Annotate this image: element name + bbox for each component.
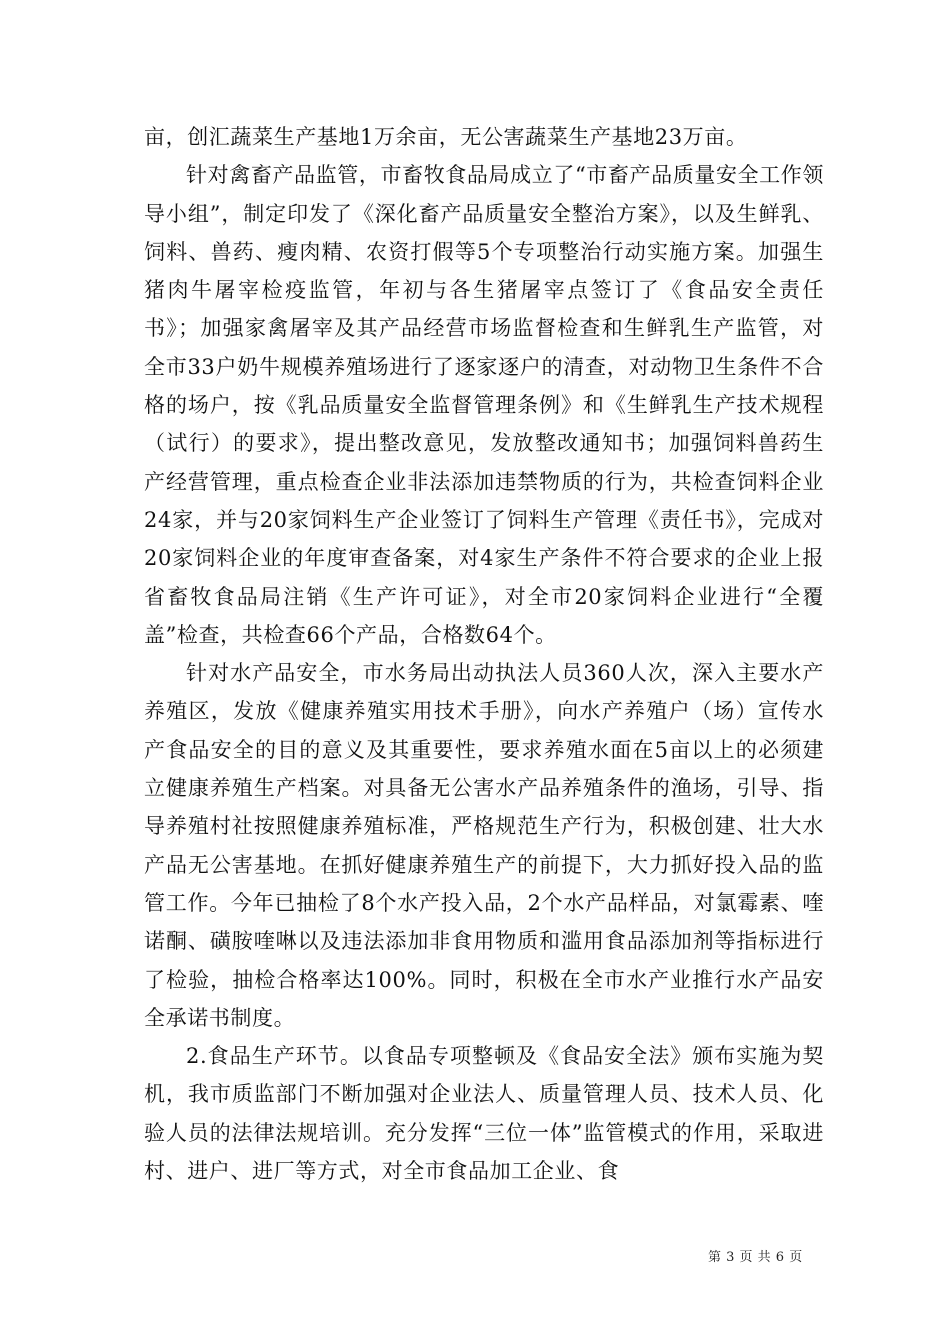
paragraph-aquatic-safety: 针对水产品安全，市水务局出动执法人员360人次，深入主要水产养殖区，发放《健康养殖实用技术手册》，向水产养殖户（场）宣传水产食品安全的目的意义及其重要性，要求养殖水面在5亩以上的必须建立健康养殖生产档案。对具备无公害水产品养殖条件的渔场，引导、指导养殖村社按照健康养殖标准，严格规范生产行为，积极创建、壮大水产品无公害基地。在抓好健康养殖生产的前提下，大力抓好投入品的监管工作。今年已抽检了8个水产投入品，2个水产品样品，对氯霉素、喹诺酮、磺胺喹啉以及违法添加非食用物质和滥用食品添加剂等指标进行了检验，抽检合格率达100%。同时，积极在全市水产业推行水产品安全承诺书制度。 xyxy=(144,661,824,1030)
paragraph-livestock-supervision: 针对禽畜产品监管，市畜牧食品局成立了“市畜产品质量安全工作领导小组”，制定印发了《深化畜产品质量安全整治方案》，以及生鲜乳、饲料、兽药、瘦肉精、农资打假等5个专项整治行动实施方案。加强生猪肉牛屠宰检疫监管，年初与各生猪屠宰点签订了《食品安全责任书》；加强家禽屠宰及其产品经营市场监督检查和生鲜乳生产监管，对全市33户奶牛规模养殖场进行了逐家逐户的清查，对动物卫生条件不合格的场户，按《乳品质量安全监督管理条例》和《生鲜乳生产技术规程（试行）的要求》，提出整改意见，发放整改通知书；加强饲料兽药生产经营管理，重点检查企业非法添加违禁物质的行为，共检查饲料企业24家，并与20家饲料生产企业签订了饲料生产管理《责任书》，完成对20家饲料企业的年度审查备案，对4家生产条件不符合要求的企业上报省畜牧食品局注销《生产许可证》，对全市20家饲料企业进行“全覆盖”检查，共检查66个产品，合格数64个。 xyxy=(144,163,824,647)
document-body xyxy=(144,118,824,1190)
page-number: 第 3 页 共 6 页 xyxy=(708,1250,803,1265)
paragraph-continuation: 亩，创汇蔬菜生产基地1万余亩，无公害蔬菜生产基地23万亩。 xyxy=(144,125,748,149)
paragraph-food-production: 2.食品生产环节。以食品专项整顿及《食品安全法》颁布实施为契机，我市质监部门不断加强对企业法人、质量管理人员、技术人员、化验人员的法律法规培训。充分发挥“三位一体”监管模式的作用，采取进村、进户、进厂等方式，对全市食品加工企业、食 xyxy=(144,1044,824,1184)
